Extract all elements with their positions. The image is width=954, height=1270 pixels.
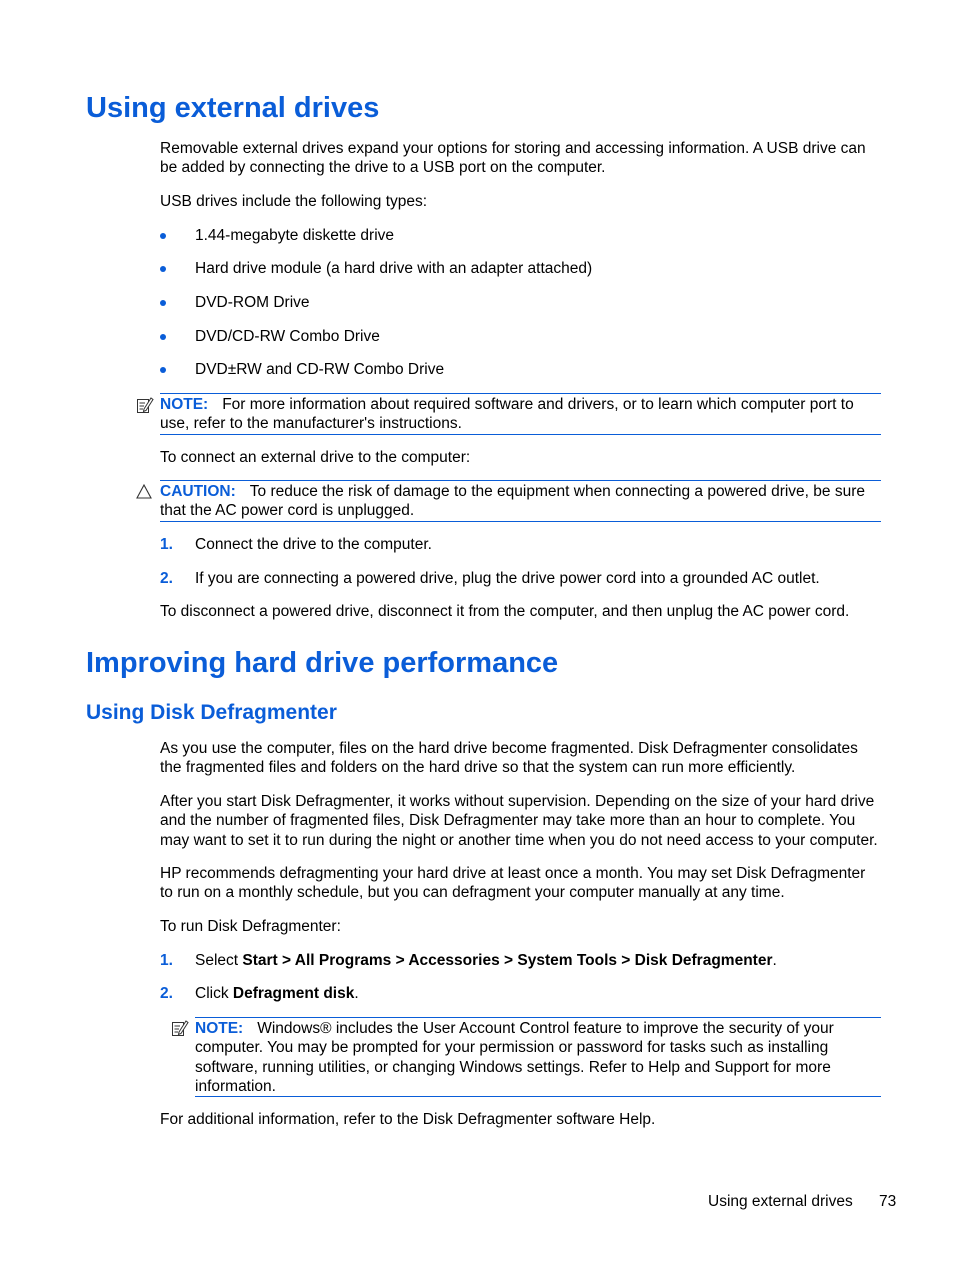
menu-path: Start > All Programs > Accessories > System Tools > Disk Defragmenter [242, 952, 773, 969]
disconnect-paragraph: To disconnect a powered drive, disconnect it from the computer, and then unplug the AC power cord. [160, 603, 850, 620]
paragraph: As you use the computer, files on the hard drive become fragmented. Disk Defragmenter consolidates the fragmented files and folders on the hard drive so that the system can run more efficiently. [160, 740, 858, 777]
step-number: 2. [160, 985, 173, 1002]
additional-info: For additional information, refer to the Disk Defragmenter software Help. [160, 1111, 656, 1128]
step-number: 2. [160, 570, 173, 587]
footer-section: Using external drives [708, 1193, 853, 1210]
bullet-icon [160, 300, 166, 306]
caution-icon [136, 484, 152, 499]
connect-intro: To connect an external drive to the computer: [160, 449, 471, 466]
step-number: 1. [160, 536, 173, 553]
caution-box [160, 480, 881, 522]
paragraph: HP recommends defragmenting your hard drive at least once a month. You may set Disk Defragmenter to run on a monthly schedule, but you can defragment your computer manually at any time. [160, 865, 866, 902]
paragraph: After you start Disk Defragmenter, it works without supervision. Depending on the size of your hard drive and the number of fragmented files, Disk Defragmenter may take more than an hour to complete. You may want to set it to run during the night or another time when you do not need access to your computer. [160, 793, 878, 849]
bullet-icon [160, 334, 166, 340]
section-title: Improving hard drive performance [86, 647, 559, 679]
note-icon [136, 396, 154, 414]
note-text: Windows® includes the User Account Control feature to improve the security of your computer. You may be prompted for your permission or password for tasks such as installing software, running utilities, or changing Windows settings. Refer to Help and Support for more information. [195, 1020, 834, 1095]
types-intro: USB drives include the following types: [160, 193, 428, 210]
run-intro: To run Disk Defragmenter: [160, 918, 341, 935]
step-number: 1. [160, 952, 173, 969]
caution-text: To reduce the risk of damage to the equipment when connecting a powered drive, be sure that the AC power cord is unplugged. [160, 483, 865, 520]
note-icon [171, 1019, 189, 1037]
bullet-icon [160, 266, 166, 272]
caution-label: CAUTION: [160, 483, 236, 500]
intro-paragraph: Removable external drives expand your options for storing and accessing information. A USB drive can be added by connecting the drive to a USB port on the computer. [160, 140, 866, 177]
note-label: NOTE: [160, 396, 209, 413]
note-label: NOTE: [195, 1020, 244, 1037]
note-box [195, 1017, 881, 1097]
subsection-title: Using Disk Defragmenter [86, 701, 337, 724]
button-name: Defragment disk [232, 985, 355, 1002]
note-box [160, 393, 881, 435]
page-number: 73 [879, 1193, 897, 1210]
bullet-icon [160, 233, 166, 239]
page-title: Using external drives [86, 92, 380, 124]
note-text: For more information about required software and drivers, or to learn which computer port to use, refer to the manufacturer's instructions. [160, 396, 854, 433]
bullet-icon [160, 367, 166, 373]
